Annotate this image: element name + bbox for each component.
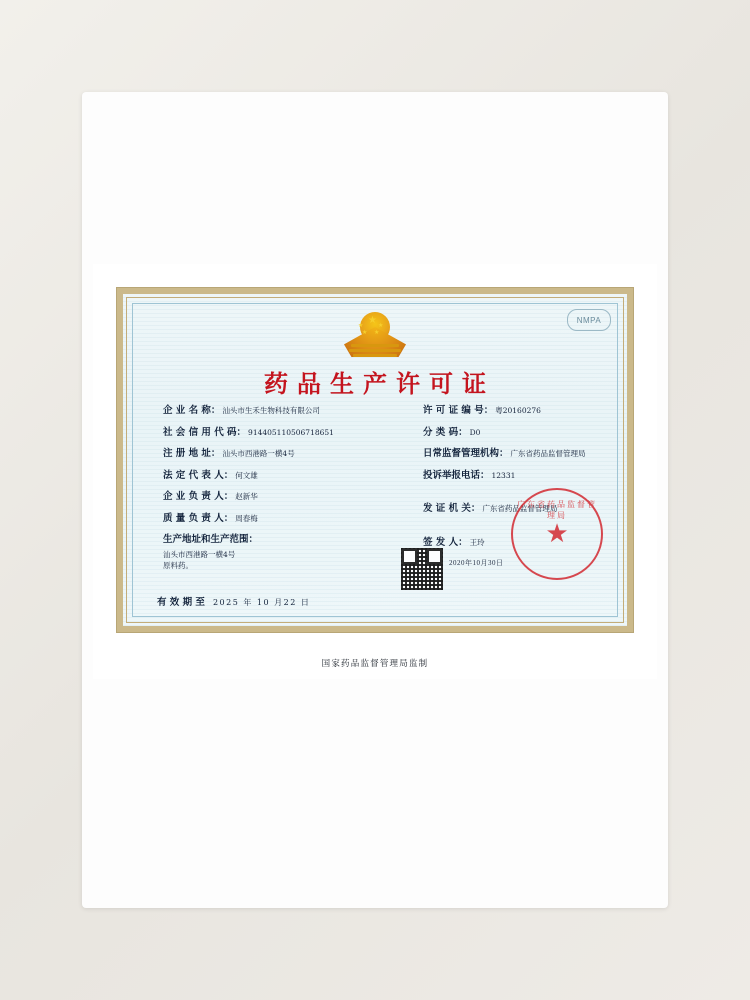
- field-value: 赵新华: [235, 492, 258, 501]
- field-company-name: [163, 402, 413, 416]
- seal-top-text: 广东省药品监督管理局: [517, 500, 597, 520]
- field-label: 法 定 代 表 人：: [163, 469, 234, 481]
- footer-note: 国家药品监督管理局监制: [321, 659, 429, 669]
- field-registered-address: [163, 445, 413, 459]
- field-credit-code: [163, 424, 413, 438]
- field-enterprise-manager: [163, 488, 413, 502]
- field-label: 企 业 负 责 人：: [163, 491, 234, 502]
- scope-line: 汕头市西港路一横4号: [163, 550, 236, 559]
- field-label: 质 量 负 责 人：: [163, 512, 234, 524]
- scope-lines: [163, 549, 413, 571]
- field-value: D0: [469, 427, 481, 437]
- field-value: 王玲: [469, 537, 485, 547]
- field-label: 分 类 码：: [423, 426, 468, 438]
- field-label: 注 册 地 址：: [163, 448, 221, 459]
- field-value: 广东省药品监督管理局: [510, 449, 586, 458]
- scope-line: 原料药。: [163, 561, 193, 570]
- seal-star-icon: ★: [545, 519, 569, 548]
- field-production-scope: [163, 531, 413, 571]
- field-value: 粤20160276: [495, 406, 541, 415]
- certificate-card: [93, 264, 657, 679]
- field-label: 日常监督管理机构：: [423, 448, 509, 459]
- left-field-group: [163, 402, 413, 571]
- field-value: 914405110506718651: [248, 427, 334, 437]
- field-label: 签 发 人：: [423, 536, 468, 548]
- field-value: 汕头市西港路一横4号: [222, 449, 295, 458]
- scope-label: 生产地址和生产范围：: [163, 534, 259, 545]
- field-label: 社 会 信 用 代 码：: [163, 426, 247, 438]
- official-seal: [511, 488, 603, 580]
- national-emblem-icon: ★ ★ ★ ★ ★: [338, 310, 412, 362]
- certificate-border: [117, 288, 633, 632]
- field-label: 企 业 名 称：: [163, 405, 221, 416]
- validity-label: 有 效 期 至: [157, 597, 205, 608]
- field-value: 汕头市生禾生物科技有限公司: [222, 406, 320, 415]
- validity-date: 2025 年 10 月22 日: [212, 598, 311, 607]
- field-quality-manager: [163, 510, 413, 524]
- qr-code[interactable]: [401, 548, 443, 590]
- nmpa-badge: NMPA: [567, 309, 611, 331]
- field-license-number: [423, 402, 633, 416]
- field-value: 周春梅: [235, 513, 258, 523]
- field-supervision-authority: [423, 445, 633, 459]
- field-label: 投诉举报电话：: [423, 469, 490, 481]
- field-legal-representative: [163, 467, 413, 481]
- field-value: 12331: [491, 470, 516, 480]
- field-label: 发 证 机 关：: [423, 503, 481, 514]
- field-value: 何文雄: [235, 470, 258, 480]
- field-value: 广东省药品监督管理局: [482, 504, 558, 513]
- sign-date: 2020年10月30日: [449, 558, 504, 567]
- field-label: 许 可 证 编 号：: [423, 405, 494, 416]
- field-category-code: [423, 424, 633, 438]
- field-complaint-phone: [423, 467, 633, 481]
- page-title: 药品生产许可证: [264, 369, 495, 398]
- validity-row: [157, 594, 310, 608]
